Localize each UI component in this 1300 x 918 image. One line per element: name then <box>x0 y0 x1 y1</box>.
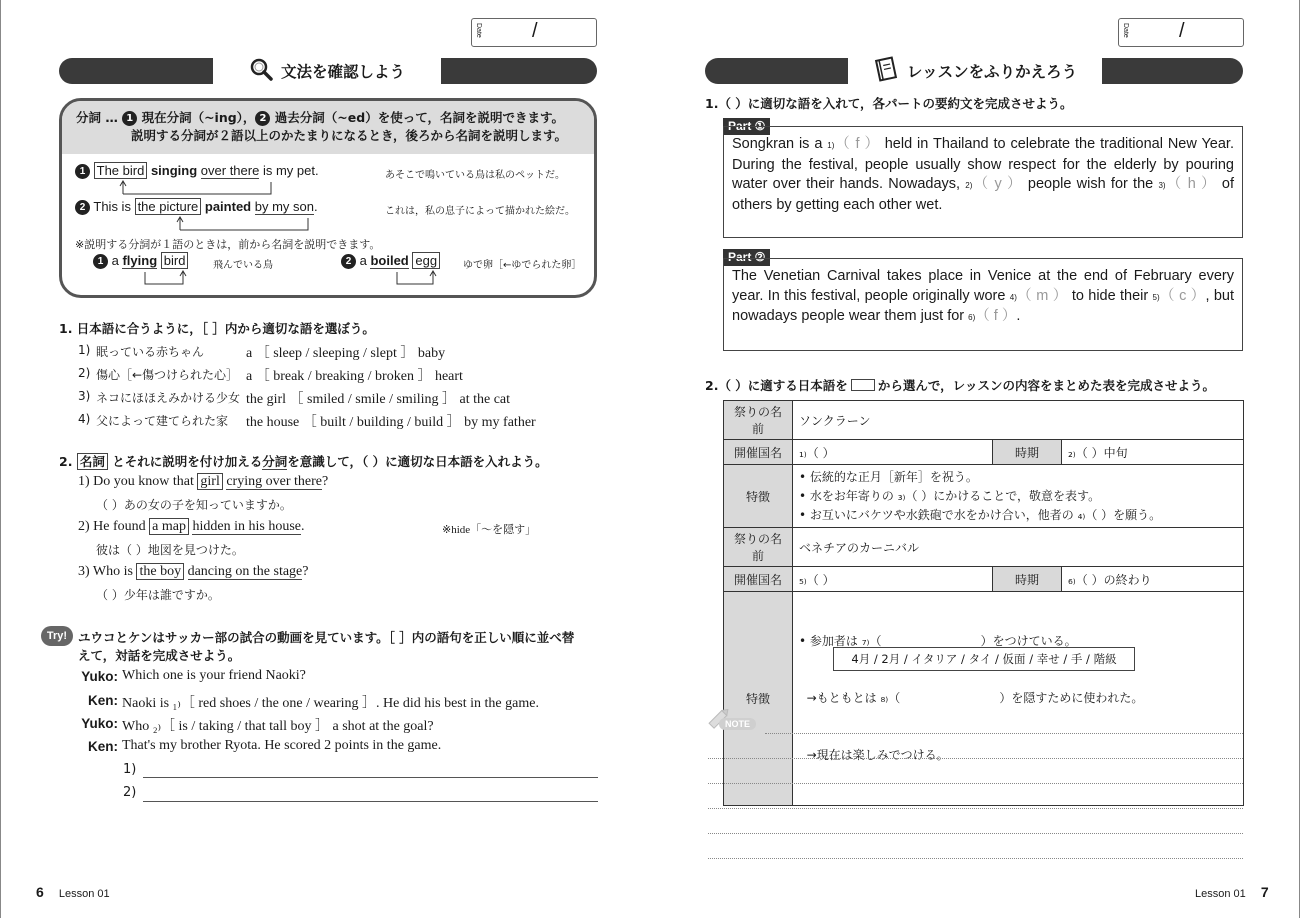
sentence-start: This is <box>93 199 135 214</box>
blank-number: 6) <box>968 313 976 323</box>
question-2-heading <box>59 452 548 470</box>
answer-blank[interactable]: （ f ） <box>975 308 1017 325</box>
time-blank[interactable]: ₂₎（ ）中旬 <box>1062 440 1244 465</box>
grammar-term: 分詞 … <box>76 110 123 125</box>
question-1-japanese: 父によって建てられた家 <box>96 414 229 428</box>
summary-text: to hide their <box>1067 287 1153 304</box>
date-label: Date <box>475 23 482 38</box>
sentence-rest: . <box>314 199 318 214</box>
noun-box: bird <box>161 252 189 269</box>
question-1-japanese: 眠っている赤ちゃん <box>96 345 205 359</box>
grammar-example-3 <box>93 253 188 269</box>
modifier-arrow <box>176 216 316 232</box>
festival-name-label: 祭りの名前 <box>724 528 793 567</box>
question-1-heading: 1. 日本語に合うように，［ ］内から適切な語を選ぼう。 <box>59 321 375 336</box>
page-footer <box>36 884 110 900</box>
date-slash: / <box>1179 20 1185 42</box>
blank-number: 2) <box>965 181 973 191</box>
question-1-choices[interactable]: a ［ sleep / sleeping / slept ］ baby <box>246 346 446 361</box>
part-1-label: Part ① <box>723 118 770 135</box>
article: a <box>359 253 371 268</box>
speaker-label: Ken: <box>88 693 118 708</box>
item-text: 3) Who is <box>78 564 137 579</box>
lesson-label: Lesson 01 <box>58 888 110 900</box>
heading-text: を意識して，（ ）に適切な日本語を入れよう。 <box>287 454 548 469</box>
speaker-label: Yuko: <box>81 669 118 684</box>
dialogue-line: Who ₂₎［ is / taking / that tall boy ］ a shot at the goal? <box>122 719 434 734</box>
vocab-note: ※hide「～を隠す」 <box>442 524 537 536</box>
review-question-2-heading <box>705 376 1215 394</box>
answer-blank[interactable]: （ m ） <box>1016 287 1068 304</box>
blank-number: 5) <box>1152 292 1160 302</box>
participle-phrase: by my son <box>254 199 314 214</box>
page-footer <box>1195 884 1269 900</box>
grammar-text: 過去分詞（~ed）を使って，名詞を説明できます。 <box>270 110 564 125</box>
noun-box: The bird <box>94 162 148 179</box>
answer-blank[interactable]: 彼は（ ）地図を見つけた。 <box>96 543 244 557</box>
note-line[interactable] <box>708 783 1243 784</box>
example-translation: あそこで鳴いている鳥は私のペットだ。 <box>385 170 565 181</box>
question-1-japanese: ネコにほほえみかける少女 <box>96 391 241 405</box>
grammar-text: 現在分詞（~ing）， <box>137 110 256 125</box>
try-heading-1: ユウコとケンはサッカー部の試合の動画を見ています。［ ］内の語句を正しい順に並べ替 <box>78 630 575 645</box>
grammar-banner-tab <box>213 52 441 90</box>
question-1-prompt: 4) <box>78 412 91 426</box>
answer-blank[interactable]: （ h ） <box>1165 176 1217 193</box>
circled-number: 2 <box>75 200 90 215</box>
date-slash: / <box>532 20 538 42</box>
note-line[interactable] <box>708 833 1243 834</box>
country-label: 開催国名 <box>724 567 793 592</box>
article: a <box>111 253 123 268</box>
item-text: 1) Do you know that <box>78 474 198 489</box>
answer-blank[interactable]: （ ）あの女の子を知っていますか。 <box>96 498 292 512</box>
summary-text: people wish for the <box>1022 176 1159 193</box>
table-row <box>724 592 1244 806</box>
answer-blank[interactable]: （ c ） <box>1159 287 1206 304</box>
participle-label: 分詞 <box>262 454 288 469</box>
question-1-choices[interactable]: a ［ break / breaking / broken ］ heart <box>246 369 463 384</box>
table-row <box>724 528 1244 567</box>
wordbank-box-icon <box>851 379 875 391</box>
answer-line-2[interactable] <box>143 801 598 802</box>
blank-number: 3) <box>1158 181 1166 191</box>
example-translation: 飛んでいる鳥 <box>213 260 273 271</box>
feature-label: 特徴 <box>724 465 793 528</box>
table-row <box>724 465 1244 528</box>
speaker-label: Yuko: <box>81 716 118 731</box>
noun-box: the picture <box>135 198 202 215</box>
note-line[interactable] <box>765 733 1243 734</box>
circled-number: 2 <box>341 254 356 269</box>
note-line[interactable] <box>708 758 1243 759</box>
summary-text: . <box>1016 308 1021 325</box>
notebook-icon <box>873 56 899 86</box>
dialogue-line: Which one is your friend Naoki? <box>122 668 306 683</box>
modifier-arrow <box>119 180 279 196</box>
feature-list-1 <box>793 465 1244 528</box>
heading-text: とそれに説明を付け加える <box>112 454 263 469</box>
item-text: . <box>300 519 305 534</box>
part-2-label: Part ② <box>723 249 770 266</box>
summary-table <box>723 400 1244 806</box>
summary-text: held in Thailand to celebrate the traditional New Year. During the festival, people usually show respect for the elderly by pouring water over their hands. Nowadays, <box>732 136 1234 193</box>
feature-item[interactable]: • お互いにバケツや水鉄砲で水をかけ合い，他者の ₄₎（ ）を願う。 <box>799 507 1162 522</box>
note-line[interactable] <box>708 808 1243 809</box>
circled-number: 1 <box>122 111 137 126</box>
question-number: 2. <box>59 454 73 469</box>
grammar-example-1 <box>75 163 319 179</box>
grammar-example-2 <box>75 199 318 215</box>
participle-phrase: hidden in his house <box>192 519 301 534</box>
question-1-choices[interactable]: the girl ［ smiled / smile / smiling ］ at the cat <box>246 392 511 407</box>
question-2-item-3 <box>78 564 308 580</box>
country-blank[interactable]: ₅₎（ ） <box>793 567 993 592</box>
review-title: レッスンをふりかえろう <box>906 63 1078 81</box>
note-line[interactable] <box>708 858 1243 859</box>
country-blank[interactable]: ₁₎（ ） <box>793 440 993 465</box>
summary-text: of others by getting each other wet. <box>732 176 1235 214</box>
modifier-arrow <box>141 270 191 286</box>
part-2-summary <box>723 258 1243 351</box>
blank-number: 4) <box>1009 292 1017 302</box>
feature-item[interactable]: →もともとは ₈₎（ ）を隠すために使われた。 <box>799 691 1144 705</box>
festival-name-label: 祭りの名前 <box>724 401 793 440</box>
dialogue-line: Naoki is ₁₎［ red shoes / the one / wearing ］. He did his best in the game. <box>122 696 539 711</box>
answer-line-1[interactable] <box>143 777 598 778</box>
try-heading-2: えて，対話を完成させよう。 <box>78 648 241 663</box>
noun-box-label: 名詞 <box>77 453 108 470</box>
noun-box: girl <box>197 473 222 490</box>
page-number: 7 <box>1260 884 1269 900</box>
feature-item[interactable]: • 水をお年寄りの ₃₎（ ）にかけることで，敬意を表す。 <box>799 488 1101 503</box>
question-1-prompt: 2) <box>78 366 91 380</box>
noun-box: egg <box>412 252 440 269</box>
summary-text: Songkran is a <box>732 136 828 152</box>
feature-item: • 伝統的な正月［新年］を祝う。 <box>799 469 978 484</box>
circled-number: 1 <box>75 164 90 179</box>
question-1-japanese: 傷心［←傷つけられた心］ <box>96 368 239 382</box>
table-row <box>724 401 1244 440</box>
grammar-title: 文法を確認しよう <box>280 63 405 81</box>
answer-blank[interactable]: （ f ） <box>834 136 880 152</box>
summary-text: The Venetian Carnival takes place in Venice at the end of February every year. In this festival, people originally wore <box>732 268 1234 304</box>
question-1-prompt: 3) <box>78 389 91 403</box>
part-1-summary <box>723 126 1243 238</box>
circled-number: 2 <box>255 111 270 126</box>
time-label: 時期 <box>993 440 1062 465</box>
item-text: 2) He found <box>78 519 150 534</box>
grammar-note: ※説明する分詞が１語のときは，前から名詞を説明できます。 <box>75 238 381 251</box>
participle: painted <box>204 199 252 214</box>
answer-blank[interactable]: （ ）少年は誰ですか。 <box>96 588 220 602</box>
question-1-choices[interactable]: the house ［ built / building / build ］ by my father <box>246 415 536 430</box>
festival-name: ベネチアのカーニバル <box>793 528 1244 567</box>
item-text: ? <box>321 474 329 489</box>
feature-list-2 <box>793 592 1244 806</box>
answer-label-2: 2) <box>123 785 137 800</box>
example-translation: これは，私の息子によって描かれた絵だ。 <box>385 206 575 217</box>
example-translation: ゆで卵［←ゆでられた卵］ <box>463 260 582 271</box>
review-question-1-heading: 1.（ ）に適切な語を入れて，各パートの要約文を完成させよう。 <box>705 96 1073 111</box>
question-1-prompt: 1) <box>78 343 91 357</box>
right-page <box>650 0 1300 918</box>
summary-text: , but nowadays people wear them just for <box>732 287 1234 325</box>
participle-phrase: dancing on the stage <box>187 564 303 579</box>
feature-item[interactable]: • 参加者は ₇₎（ ）をつけている。 <box>799 634 1077 648</box>
noun-box: the boy <box>136 563 184 580</box>
table-row <box>724 567 1244 592</box>
heading-text: から選んで，レッスンの内容をまとめた表を完成させよう。 <box>877 378 1215 393</box>
feature-label: 特徴 <box>724 592 793 806</box>
modifier-arrow <box>393 270 443 286</box>
grammar-explanation <box>62 101 594 154</box>
word-bank: 4月 / 2月 / イタリア / タイ / 仮面 / 幸せ / 手 / 階級 <box>833 647 1135 671</box>
country-label: 開催国名 <box>724 440 793 465</box>
try-badge: Try! <box>41 626 73 646</box>
grammar-example-4 <box>341 253 440 269</box>
blank-number: 1) <box>827 141 835 150</box>
participle: flying <box>122 253 158 268</box>
dialogue-line: That's my brother Ryota. He scored 2 points in the game. <box>122 738 442 753</box>
page-number: 6 <box>36 884 44 900</box>
item-text: ? <box>302 564 309 579</box>
date-box[interactable] <box>1118 18 1244 47</box>
participle: singing <box>150 163 198 178</box>
lesson-label: Lesson 01 <box>1195 888 1246 900</box>
date-label: Date <box>1122 23 1129 38</box>
date-box[interactable] <box>471 18 597 47</box>
noun-box: a map <box>149 518 189 535</box>
review-banner-tab <box>848 52 1102 90</box>
participle-phrase: crying over there <box>226 474 322 489</box>
sentence-rest: is my pet. <box>259 163 319 178</box>
heading-text: 2.（ ）に適する日本語を <box>705 378 848 393</box>
magnifier-icon <box>249 57 273 85</box>
note-label: NOTE <box>719 718 756 730</box>
feature-item: →現在は楽しみでつける。 <box>799 748 949 762</box>
circled-number: 1 <box>93 254 108 269</box>
time-blank[interactable]: ₆₎（ ）の終わり <box>1062 567 1244 592</box>
speaker-label: Ken: <box>88 739 118 754</box>
festival-name: ソンクラーン <box>793 401 1244 440</box>
question-2-item-2 <box>78 519 304 535</box>
time-label: 時期 <box>993 567 1062 592</box>
participle: boiled <box>370 253 409 268</box>
participle-phrase: over there <box>200 163 260 178</box>
answer-label-1: 1) <box>123 762 137 777</box>
question-2-item-1 <box>78 474 328 490</box>
grammar-text-line2: 説明する分詞が２語以上のかたまりになるとき，後ろから名詞を説明します。 <box>131 128 568 143</box>
answer-blank[interactable]: （ y ） <box>972 176 1023 193</box>
table-row <box>724 440 1244 465</box>
